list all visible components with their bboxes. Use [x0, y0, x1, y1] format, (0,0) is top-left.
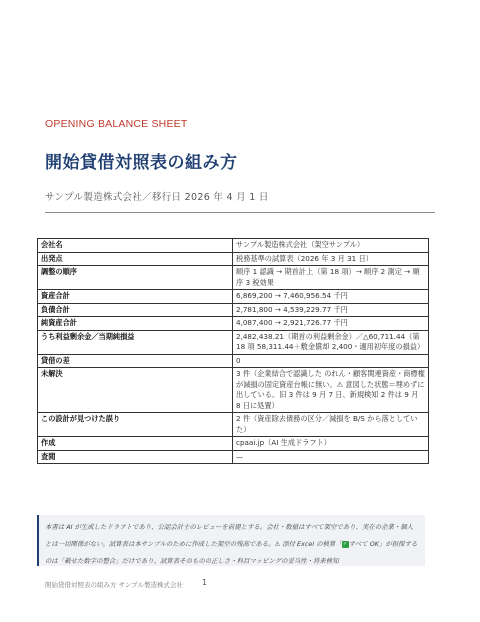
- table-row: [38, 330, 429, 354]
- row-key: 負債合計: [38, 303, 233, 317]
- table-row: [38, 317, 429, 331]
- disclaimer-note: [37, 515, 425, 566]
- table-row: [38, 303, 429, 317]
- table-row: [38, 368, 429, 413]
- row-key: この設計が見つけた誤り: [38, 413, 233, 437]
- row-key: 調整の順序: [38, 266, 233, 290]
- row-key: 未解決: [38, 368, 233, 413]
- table-row: [38, 354, 429, 368]
- row-value: cpaai.jp（AI 生成ドラフト）: [233, 437, 429, 451]
- page-title: 開始貸借対照表の組み方: [45, 153, 238, 173]
- row-key: 査閲: [38, 450, 233, 464]
- row-key: 会社名: [38, 239, 233, 253]
- row-value: 4,087,400 → 2,921,726.77 千円: [233, 317, 429, 331]
- row-value: 順序 1 認識 → 期首計上（第 18 項）→ 順序 2 測定 → 順序 3 税効果: [233, 266, 429, 290]
- table-row: [38, 252, 429, 266]
- table-row: [38, 266, 429, 290]
- title-divider: [45, 212, 435, 213]
- footer-text: 開始貸借対照表の組み方 サンプル製造株式会社: [45, 581, 183, 589]
- row-key: 作成: [38, 437, 233, 451]
- disclaimer-text-1: 本書は AI が生成したドラフトであり、公認会計士のレビューを前提とする。会社・数値はすべて架空であり、実在の企業・個人とは一切関係がない。試算表は本サンプルのために作成した架空の残高である。⚠ 添付 Excel の検算「: [45, 523, 414, 548]
- row-key: 出発点: [38, 252, 233, 266]
- row-key: 資産合計: [38, 290, 233, 304]
- disclaimer-text-2: すべて OK」が担保するのは「載せた数字の整合」だけであり、試算表そのものの正しさ・科目マッピングの妥当性・将来検知: [45, 540, 418, 565]
- check-icon: ✓: [343, 540, 348, 547]
- summary-table: [37, 238, 429, 464]
- row-value: 0: [233, 354, 429, 368]
- table-row: [38, 437, 429, 451]
- row-value: 2,781,800 → 4,539,229.77 千円: [233, 303, 429, 317]
- table-row: [38, 450, 429, 464]
- row-value: —: [233, 450, 429, 464]
- summary-table-body: [38, 239, 429, 464]
- row-value: 2,482,438.21（期首の利益剰余金）／△60,711.44（第 18 項 58,311.44＋敷金償却 2,400・適用初年度の損益）: [233, 330, 429, 354]
- row-value: 税務基準の試算表（2026 年 3 月 31 日）: [233, 252, 429, 266]
- table-row: [38, 290, 429, 304]
- eyebrow-label: OPENING BALANCE SHEET: [45, 118, 188, 130]
- page-subtitle: サンプル製造株式会社／移行日 2026 年 4 月 1 日: [45, 192, 269, 203]
- row-key: うち利益剰余金／当期純損益: [38, 330, 233, 354]
- table-row: [38, 413, 429, 437]
- table-row: [38, 239, 429, 253]
- row-key: 純資産合計: [38, 317, 233, 331]
- page-number: 1: [202, 578, 208, 587]
- row-key: 貸借の差: [38, 354, 233, 368]
- row-value: 3 件（企業結合で認識した のれん・顧客関連資産・商標権が減損の固定資産台帳に無い。⚠ 意図した状態＝埋めずに出している。旧 3 件は 9 月 7 日、新規検知 2 件は 9 月 8 日に処置）: [233, 368, 429, 413]
- row-value: 2 件（資産除去債務の区分／減損を B/S から落としていた）: [233, 413, 429, 437]
- row-value: サンプル製造株式会社（架空サンプル）: [233, 239, 429, 253]
- row-value: 6,869,200 → 7,460,956.54 千円: [233, 290, 429, 304]
